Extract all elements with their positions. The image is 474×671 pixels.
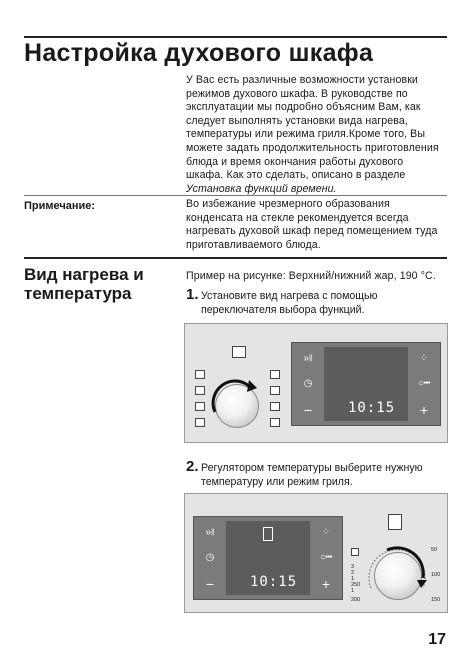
step-1-text — [201, 289, 451, 317]
note-line: Во избежание чрезмерного образования — [186, 198, 390, 210]
temperature-icon — [388, 514, 402, 530]
timer-key[interactable]: ◷ — [205, 552, 215, 563]
step-1-line: Установите вид нагрева с помощью — [201, 290, 378, 302]
step-1 — [186, 286, 448, 316]
scale-label: 1 — [351, 588, 355, 594]
step-1-number: 1. — [186, 286, 199, 303]
plus-key[interactable]: + — [419, 402, 429, 418]
step-2-line: температуру или режим гриля. — [201, 476, 353, 488]
section-rule — [24, 257, 447, 259]
clock-readout: 10:15 — [250, 574, 298, 590]
scale-label: 50 — [431, 547, 438, 553]
note-line: конденсата на стекле рекомендуется всегда — [186, 211, 409, 224]
note-rule — [24, 195, 447, 196]
mode-symbol-icon — [270, 418, 280, 427]
note-line: приготавливаемого блюда. — [186, 238, 321, 251]
child-lock-key[interactable]: ○━ — [319, 552, 333, 563]
note-line: нагревать духовой шкаф перед помещением туда — [186, 225, 438, 238]
step-2-line: Регулятором температуры выберите нужную — [201, 462, 423, 474]
timer-key[interactable]: ◷ — [303, 378, 313, 389]
intro-line: шкафа. Как это сделать, описано в разделе — [186, 169, 406, 182]
plus-key[interactable]: + — [321, 576, 331, 592]
child-lock-key[interactable]: ○━ — [417, 378, 431, 389]
control-panel-illustration-2 — [184, 493, 448, 613]
scale-label: 2 — [351, 570, 355, 576]
example-text: Пример на рисунке: Верхний/нижний жар, 190 °C. — [186, 270, 436, 282]
note-label: Примечание: — [24, 200, 96, 212]
intro-line: можете задать продолжительность приготовления — [186, 141, 439, 154]
scale-label: 1 — [351, 576, 355, 582]
step-2 — [186, 458, 448, 488]
intro-line: блюда и время окончания работы духового — [186, 155, 404, 168]
intro-line: У Вас есть различные возможности установки — [186, 74, 418, 86]
note-paragraph — [186, 198, 448, 252]
intro-line: эксплуатации мы подробно объясним Вам, как — [186, 101, 421, 114]
page-number: 17 — [428, 631, 446, 648]
control-display — [193, 516, 343, 600]
mode-symbol-icon — [270, 402, 280, 411]
page-title: Настройка духового шкафа — [24, 39, 374, 67]
step-2-text — [201, 461, 451, 489]
minus-key[interactable]: − — [205, 576, 215, 592]
intro-line: режимов духового шкафа. В руководстве по — [186, 87, 408, 100]
control-panel-illustration-1 — [184, 323, 448, 443]
scale-label: 250 — [351, 582, 361, 588]
intro-line: следует выполнять установки вида нагрева, — [186, 114, 408, 127]
intro-link: Установка функций времени. — [186, 182, 337, 195]
dots-key[interactable]: ⁘ — [419, 353, 429, 364]
rotation-arrow-icon — [363, 540, 431, 608]
scale-label: 150 — [431, 597, 441, 603]
fast-preheat-key[interactable]: »⧛ — [303, 353, 313, 364]
minus-key[interactable]: − — [303, 402, 313, 418]
rotation-arrow-icon — [203, 372, 269, 438]
light-symbol-icon — [351, 548, 359, 556]
step-1-line: переключателя выбора функций. — [201, 304, 365, 316]
section-title: Вид нагрева и температура — [24, 265, 144, 303]
scale-label: 200 — [351, 597, 361, 603]
scale-label: 3 — [351, 564, 355, 570]
mode-symbol-icon — [270, 386, 280, 395]
dots-key[interactable]: ⁘ — [321, 527, 331, 538]
control-display — [291, 342, 441, 426]
step-2-number: 2. — [186, 458, 199, 475]
intro-line: температуры или режима гриля.Кроме того, Вы — [186, 128, 426, 141]
oven-light-icon — [232, 346, 246, 358]
fast-preheat-key[interactable]: »⧛ — [205, 527, 215, 538]
scale-label: 100 — [431, 572, 441, 578]
clock-readout: 10:15 — [348, 400, 396, 416]
mode-symbol-icon — [270, 370, 280, 379]
title-rule — [24, 36, 447, 38]
thermometer-icon — [263, 527, 273, 541]
intro-paragraph — [186, 74, 448, 196]
